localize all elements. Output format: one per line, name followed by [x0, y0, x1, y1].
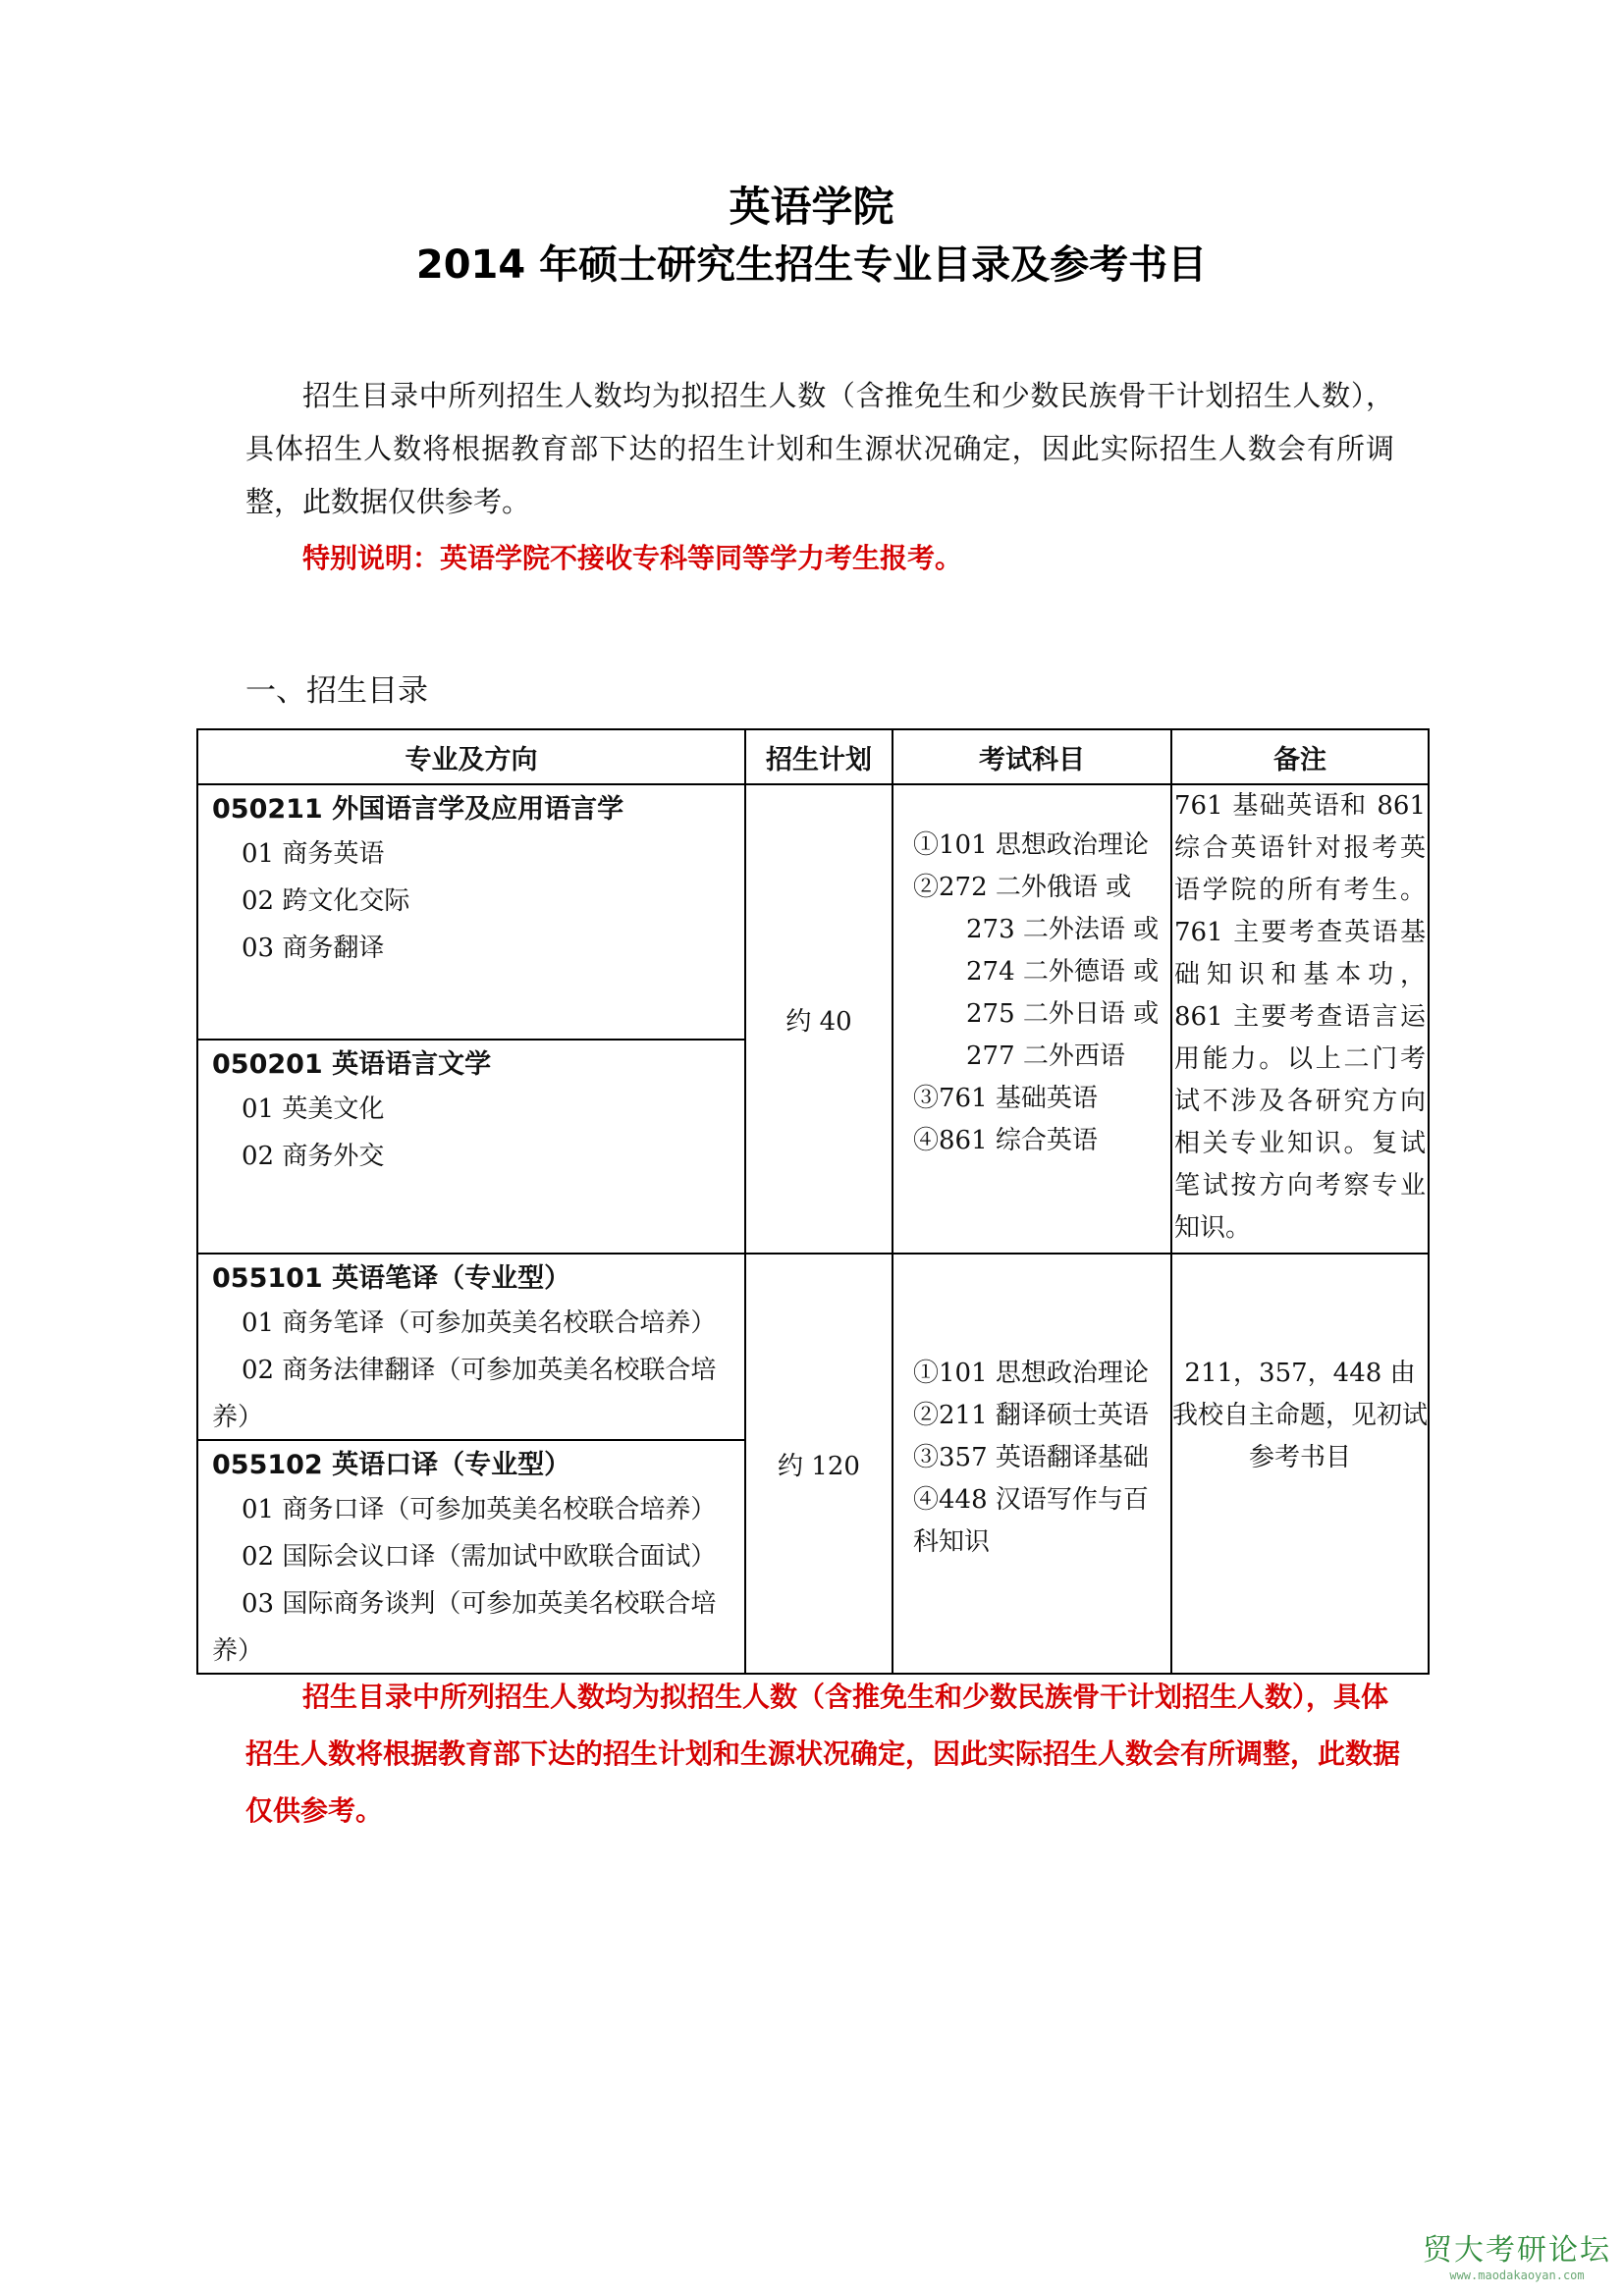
subject-item: ③357 英语翻译基础 [913, 1443, 1149, 1472]
majors-cell [197, 784, 745, 1254]
major-heading: 050201 英语语言文学 [212, 1049, 492, 1080]
header-major: 专业及方向 [197, 729, 745, 784]
intro-paragraph: 招生目录中所列招生人数均为拟招生人数（含推免生和少数民族骨干计划招生人数），具体招生人数将根据教育部下达的招生计划和生源状况确定，因此实际招生人数会有所调整，此数据仅供参考。 [245, 379, 1394, 518]
section-title: 一、招生目录 [245, 673, 428, 709]
major-block [198, 1041, 744, 1253]
direction-item: 01 英美文化 [242, 1095, 385, 1124]
subject-item: ③761 基础英语 [913, 1084, 1098, 1113]
watermark [1423, 2225, 1611, 2282]
header-notes: 备注 [1171, 729, 1429, 784]
page-subtitle: 2014 年硕士研究生招生专业目录及参考书目 [415, 242, 1208, 288]
plan-cell: 约 40 [745, 784, 893, 1254]
catalog-table [196, 728, 1430, 1675]
subject-item: ④861 综合英语 [913, 1126, 1098, 1155]
subject-item: 274 二外德语 或 [966, 957, 1160, 987]
direction-item: 01 商务口译（可参加英美名校联合培养） [242, 1495, 717, 1524]
direction-item: 02 商务法律翻译（可参加英美名校联合培养） [212, 1356, 717, 1432]
direction-item: 01 商务英语 [242, 839, 385, 869]
plan-cell: 约 120 [745, 1254, 893, 1674]
direction-item: 02 跨文化交际 [242, 886, 410, 916]
watermark-url: www.maodakaoyan.com [1449, 2269, 1585, 2282]
direction-item: 03 商务翻译 [242, 934, 385, 963]
direction-item: 01 商务笔译（可参加英美名校联合培养） [242, 1308, 717, 1338]
table-row [197, 784, 1429, 1254]
subject-item: 277 二外西语 [966, 1041, 1125, 1071]
direction-item: 02 国际会议口译（需加试中欧联合面试） [242, 1542, 717, 1572]
special-note: 特别说明：英语学院不接收专科等同等学力考生报考。 [302, 542, 963, 574]
watermark-text: 贸大考研论坛 [1423, 2233, 1611, 2268]
header-subjects: 考试科目 [893, 729, 1171, 784]
table-header-row [197, 729, 1429, 784]
major-heading: 055101 英语笔译（专业型） [212, 1263, 571, 1294]
notes-cell [1171, 784, 1429, 1254]
direction-item: 03 国际商务谈判（可参加英美名校联合培养） [212, 1589, 717, 1666]
subject-item: ②272 二外俄语 或 [913, 873, 1132, 902]
major-heading: 055102 英语口译（专业型） [212, 1450, 571, 1480]
major-heading: 050211 外国语言学及应用语言学 [212, 794, 624, 825]
footer-note: 招生目录中所列招生人数均为拟招生人数（含推免生和少数民族骨干计划招生人数），具体招生人数将根据教育部下达的招生计划和生源状况确定，因此实际招生人数会有所调整，此数据仅供参考。 [245, 1681, 1401, 1827]
subject-item: ④448 汉语写作与百科知识 [913, 1485, 1149, 1557]
note-text: 211，357，448 由我校自主命题，见初试参考书目 [1172, 1359, 1429, 1472]
subject-item: ②211 翻译硕士英语 [913, 1401, 1149, 1430]
subjects-cell [893, 784, 1171, 1254]
header-plan: 招生计划 [745, 729, 893, 784]
page-title: 英语学院 [729, 183, 894, 231]
subject-item: 275 二外日语 或 [966, 999, 1160, 1029]
subject-item: ①101 思想政治理论 [913, 1359, 1149, 1388]
subject-item: 273 二外法语 或 [966, 915, 1160, 944]
major-block [198, 1441, 744, 1673]
notes-cell [1171, 1254, 1429, 1674]
direction-item: 02 商务外交 [242, 1142, 385, 1171]
note-text: 761 基础英语和 861 综合英语针对报考英语学院的所有考生。761 主要考查英语基础知识和基本功，861 主要考查语言运用能力。以上二门考试不涉及各研究方向相关专业知识。复试笔试按方向考察专业知识。 [1174, 791, 1426, 1243]
major-block [198, 785, 744, 1041]
major-block [198, 1255, 744, 1441]
majors-cell [197, 1254, 745, 1674]
subject-item: ①101 思想政治理论 [913, 830, 1149, 860]
table-row [197, 1254, 1429, 1674]
subjects-cell [893, 1254, 1171, 1674]
